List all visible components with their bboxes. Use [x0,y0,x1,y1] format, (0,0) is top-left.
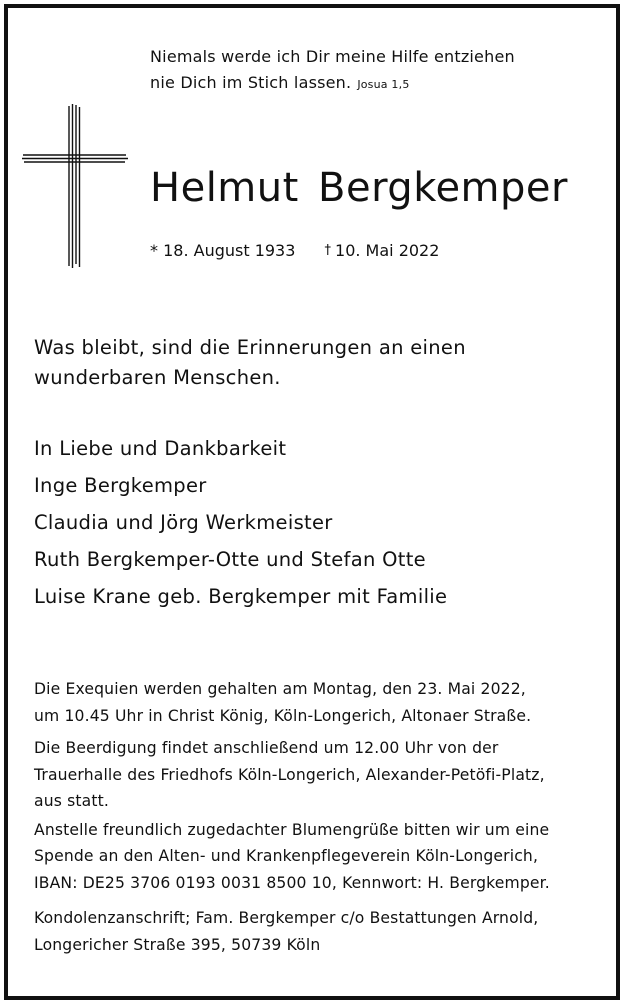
burial-line: aus statt. [34,792,109,810]
mourners-intro: In Liebe und Dankbarkeit [34,437,287,460]
bible-verse-reference: Josua 1,5 [357,78,410,91]
burial-line: Die Beerdigung findet anschließend um 12.00 Uhr von der [34,739,499,757]
bible-verse [150,44,515,98]
mourners-list [34,430,447,615]
cross-icon [22,104,128,268]
condolence-line: Longericher Straße 395, 50739 Köln [34,935,321,954]
mourner-item: Inge Bergkemper [34,474,207,497]
condolence-paragraph [34,905,550,958]
death-date: 10. Mai 2022 [335,241,440,260]
burial-paragraph [34,735,550,815]
mourner-item: Ruth Bergkemper-Otte und Stefan Otte [34,548,426,571]
donation-line: Anstelle freundlich zugedachter Blumengrüße bitten wir um eine [34,820,550,839]
death-date-group [325,241,440,260]
mourner-item: Luise Krane geb. Bergkemper mit Familie [34,585,448,608]
donation-line: IBAN: DE25 3706 0193 0031 8500 10, Kennwort: H. Bergkemper. [34,873,550,892]
bible-verse-line-2 [150,70,515,98]
donation-line: Spende an den Alten- und Krankenpflegeverein Köln-Longerich, [34,847,539,865]
mourner-item: Claudia und Jörg Werkmeister [34,511,333,534]
exequien-paragraph [34,676,550,729]
memorial-quote-line-1: Was bleibt, sind die Erinnerungen an einen [34,336,466,359]
bible-verse-line-2-text: nie Dich im Stich lassen. [150,73,352,92]
donation-paragraph [34,817,550,897]
memorial-quote-line-2: wunderbaren Menschen. [34,366,281,389]
memorial-quote [34,333,466,393]
exequien-line: um 10.45 Uhr in Christ König, Köln-Longerich, Altonaer Straße. [34,706,532,725]
funeral-info [34,676,550,958]
exequien-line: Die Exequien werden gehalten am Montag, den 23. Mai 2022, [34,680,526,698]
dagger-icon: † [324,243,332,258]
bible-verse-line-1: Niemals werde ich Dir meine Hilfe entziehen [150,47,515,66]
birth-date: * 18. August 1933 [150,241,296,260]
burial-line: Trauerhalle des Friedhofs Köln-Longerich, Alexander-Petöfi-Platz, [34,765,545,784]
condolence-line: Kondolenzanschrift; Fam. Bergkemper c/o Bestattungen Arnold, [34,909,539,927]
life-dates [150,240,439,262]
deceased-name: Helmut Bergkemper [150,165,568,211]
